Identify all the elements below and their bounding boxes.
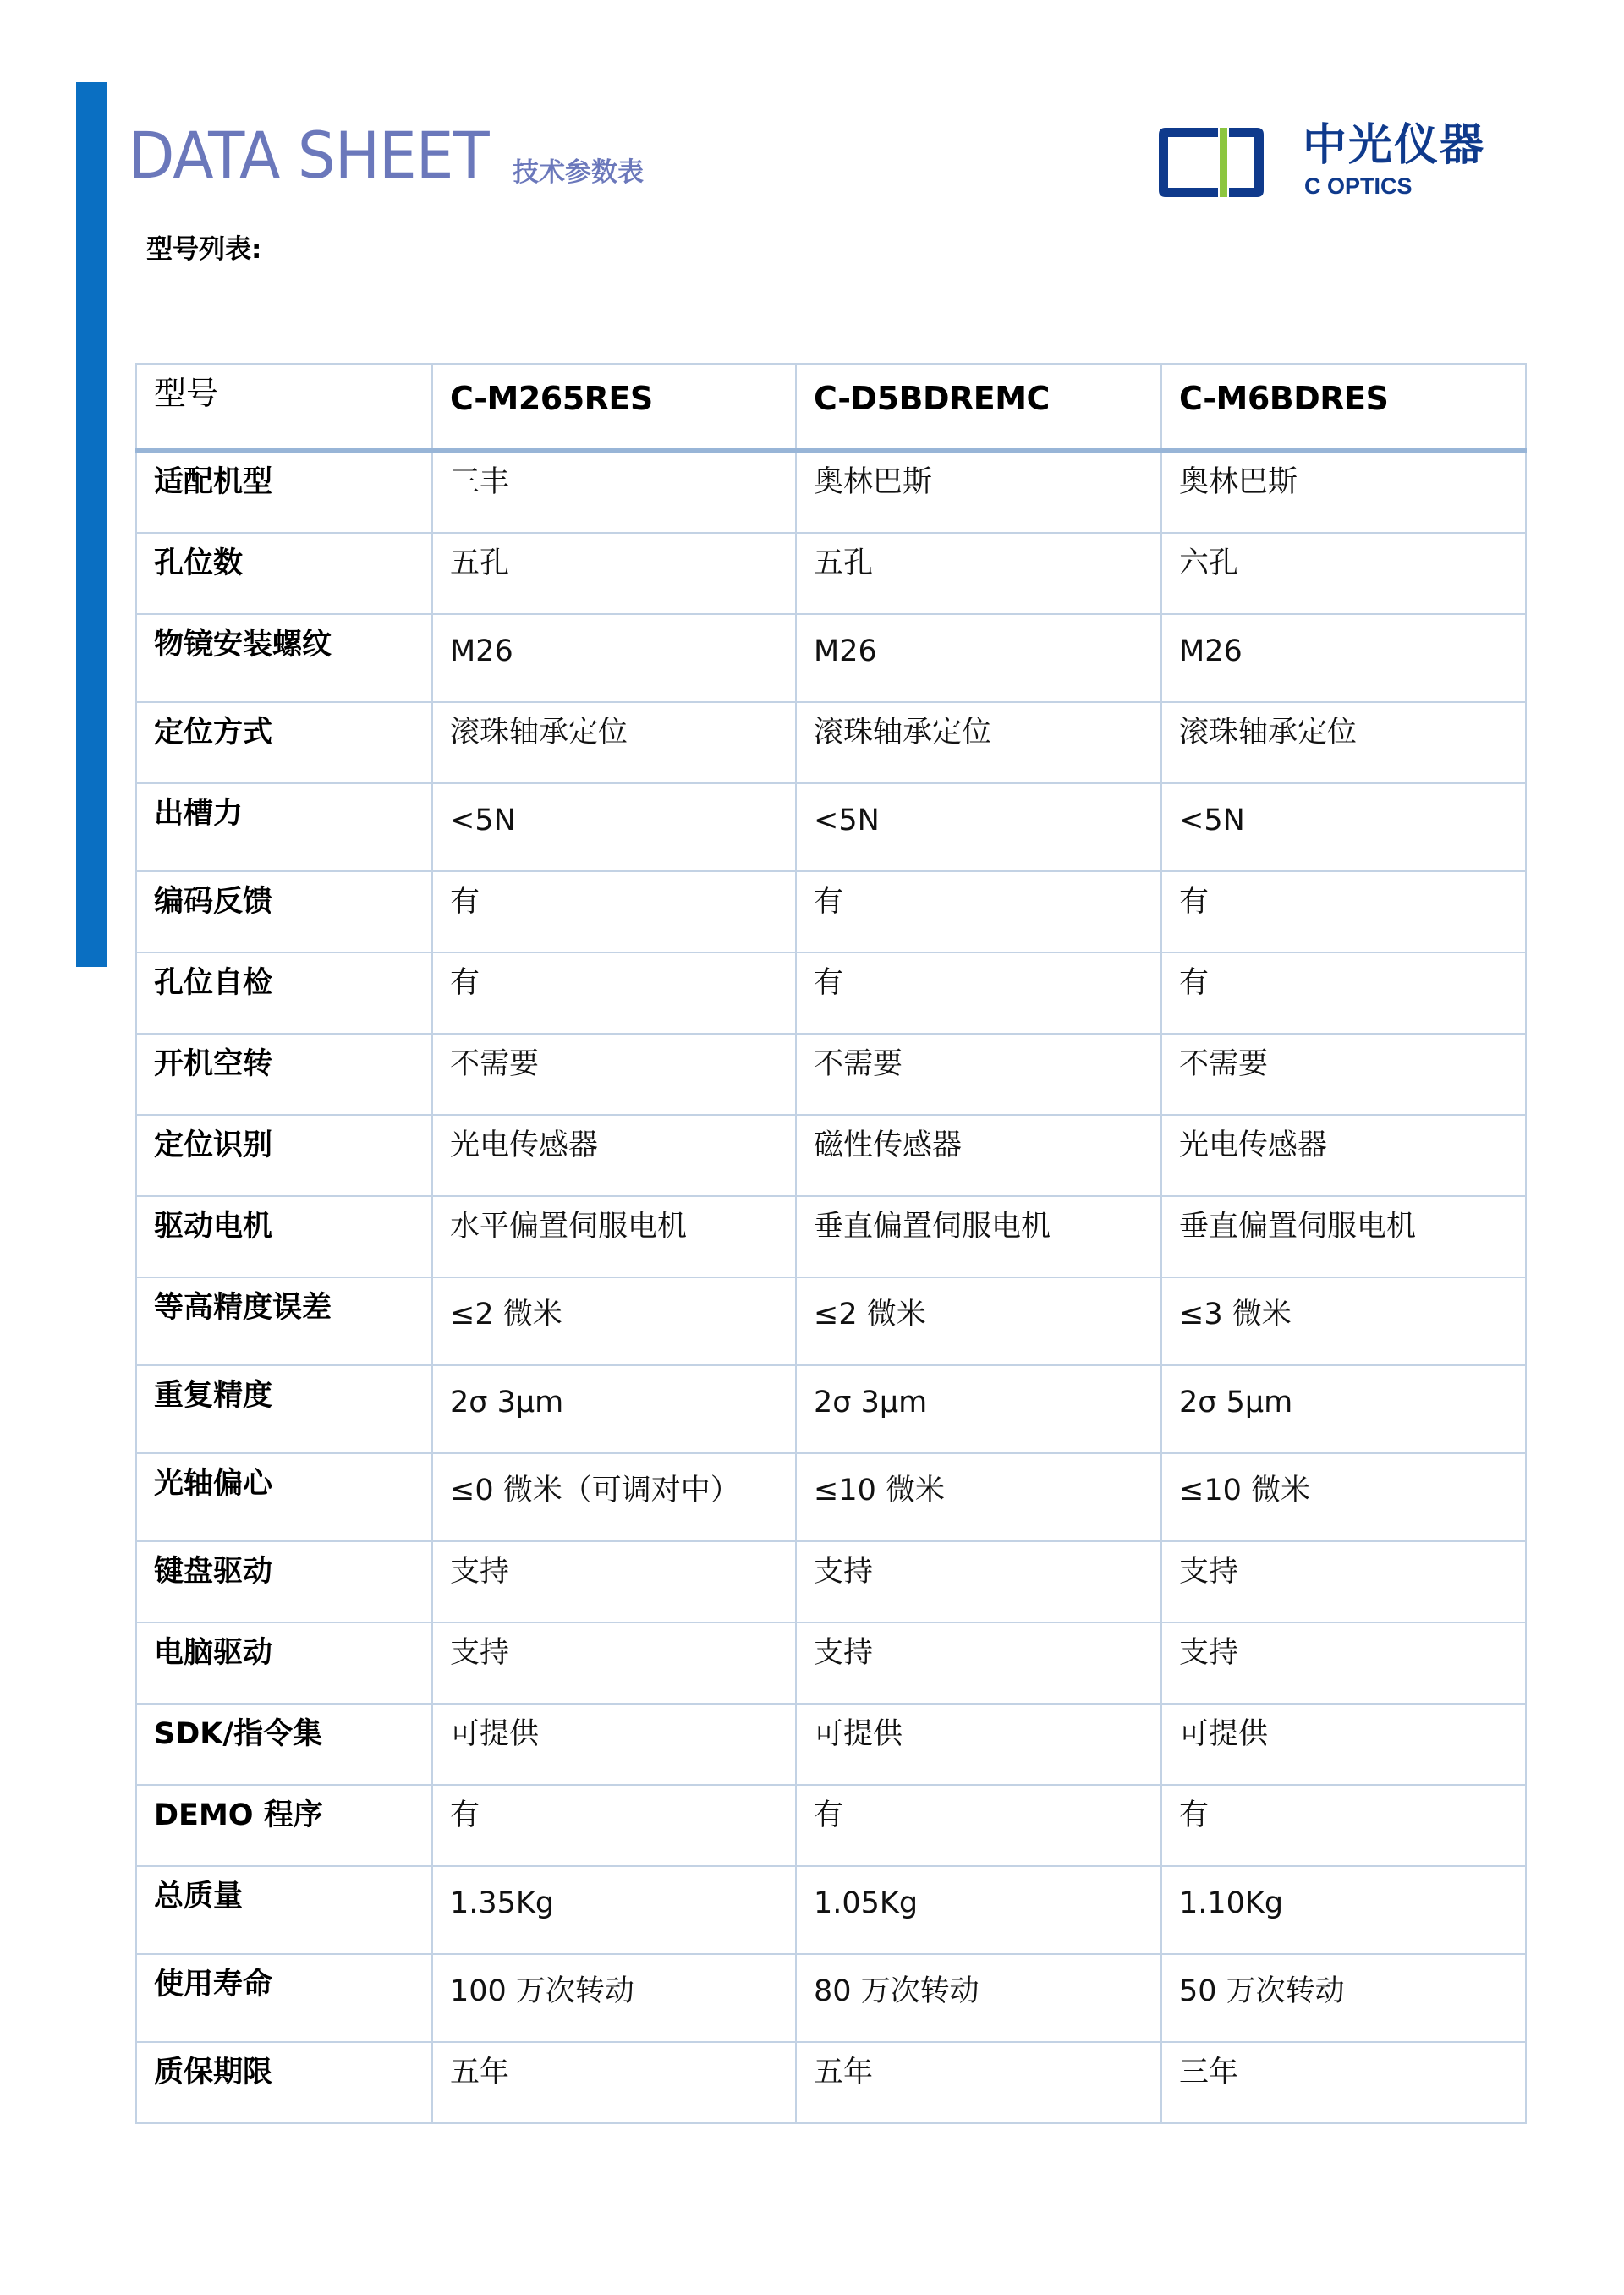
spec-value-cell: 五孔 [796, 533, 1161, 614]
spec-value-cell: 2σ 5μm [1161, 1365, 1526, 1453]
header-corner-cell: 型号 [136, 364, 432, 451]
spec-value-cell: 垂直偏置伺服电机 [1161, 1196, 1526, 1277]
table-row [136, 702, 1526, 783]
spec-value-cell: 有 [1161, 953, 1526, 1034]
row-label: 重复精度 [136, 1365, 432, 1453]
spec-value-cell: <5N [432, 783, 796, 871]
accent-side-bar [76, 82, 107, 967]
spec-value-cell: 支持 [1161, 1622, 1526, 1704]
spec-value-cell: 50 万次转动 [1161, 1954, 1526, 2042]
table-row [136, 1622, 1526, 1704]
spec-value-cell: 2σ 3μm [796, 1365, 1161, 1453]
row-label: 总质量 [136, 1866, 432, 1954]
spec-value-cell: ≤2 微米 [796, 1277, 1161, 1365]
model-spec-table [135, 363, 1527, 2124]
table-row [136, 1541, 1526, 1622]
spec-value-cell: 六孔 [1161, 533, 1526, 614]
row-label: DEMO 程序 [136, 1785, 432, 1866]
spec-value-cell: 1.10Kg [1161, 1866, 1526, 1954]
spec-value-cell: <5N [1161, 783, 1526, 871]
spec-value-cell: 垂直偏置伺服电机 [796, 1196, 1161, 1277]
model-header-1: C-M265RES [432, 364, 796, 451]
row-label: 等高精度误差 [136, 1277, 432, 1365]
spec-value-cell: 有 [1161, 871, 1526, 953]
spec-value-cell: M26 [796, 614, 1161, 702]
table-header-row [136, 364, 1526, 451]
table-row [136, 1866, 1526, 1954]
spec-value-cell: 支持 [796, 1622, 1161, 1704]
spec-value-cell: 光电传感器 [1161, 1115, 1526, 1196]
spec-value-cell: ≤0 微米（可调对中） [432, 1453, 796, 1541]
spec-value-cell: 五年 [432, 2042, 796, 2123]
row-label: 使用寿命 [136, 1954, 432, 2042]
spec-value-cell: 奥林巴斯 [1161, 451, 1526, 534]
spec-value-cell: 2σ 3μm [432, 1365, 796, 1453]
table-row [136, 1115, 1526, 1196]
spec-value-cell: 不需要 [796, 1034, 1161, 1115]
spec-value-cell: <5N [796, 783, 1161, 871]
spec-value-cell: 支持 [432, 1541, 796, 1622]
spec-value-cell: ≤10 微米 [1161, 1453, 1526, 1541]
table-row [136, 1453, 1526, 1541]
table-row [136, 1954, 1526, 2042]
spec-value-cell: 不需要 [432, 1034, 796, 1115]
spec-value-cell: 滚珠轴承定位 [432, 702, 796, 783]
row-label: SDK/指令集 [136, 1704, 432, 1785]
page-subtitle: 技术参数表 [513, 157, 644, 188]
table-row [136, 1277, 1526, 1365]
spec-value-cell: 滚珠轴承定位 [1161, 702, 1526, 783]
spec-value-cell: 三年 [1161, 2042, 1526, 2123]
row-label: 开机空转 [136, 1034, 432, 1115]
table-row [136, 533, 1526, 614]
spec-value-cell: 光电传感器 [432, 1115, 796, 1196]
table-row [136, 1034, 1526, 1115]
c-optics-logo-icon [1159, 128, 1264, 197]
row-label: 定位方式 [136, 702, 432, 783]
spec-value-cell: 80 万次转动 [796, 1954, 1161, 2042]
table-row [136, 614, 1526, 702]
spec-value-cell: 1.35Kg [432, 1866, 796, 1954]
spec-value-cell: 五年 [796, 2042, 1161, 2123]
logo-text-cn: 中光仪器 [1303, 120, 1486, 171]
spec-value-cell: 有 [1161, 1785, 1526, 1866]
spec-value-cell: 1.05Kg [796, 1866, 1161, 1954]
row-label: 光轴偏心 [136, 1453, 432, 1541]
model-header-3: C-M6BDRES [1161, 364, 1526, 451]
spec-value-cell: 滚珠轴承定位 [796, 702, 1161, 783]
spec-value-cell: ≤10 微米 [796, 1453, 1161, 1541]
company-logo [1159, 120, 1539, 199]
row-label: 质保期限 [136, 2042, 432, 2123]
table-row [136, 1704, 1526, 1785]
spec-value-cell: 有 [432, 1785, 796, 1866]
table-row [136, 1196, 1526, 1277]
row-label: 适配机型 [136, 451, 432, 534]
row-label: 定位识别 [136, 1115, 432, 1196]
table-row [136, 953, 1526, 1034]
spec-value-cell: 可提供 [796, 1704, 1161, 1785]
spec-value-cell: 三丰 [432, 451, 796, 534]
spec-value-cell: 可提供 [432, 1704, 796, 1785]
table-row [136, 1365, 1526, 1453]
row-label: 物镜安装螺纹 [136, 614, 432, 702]
spec-value-cell: ≤2 微米 [432, 1277, 796, 1365]
row-label: 驱动电机 [136, 1196, 432, 1277]
spec-value-cell: 有 [432, 953, 796, 1034]
logo-text-en: C OPTICS [1304, 173, 1413, 199]
table-row [136, 871, 1526, 953]
row-label: 键盘驱动 [136, 1541, 432, 1622]
spec-value-cell: 不需要 [1161, 1034, 1526, 1115]
row-label: 孔位数 [136, 533, 432, 614]
model-header-2: C-D5BDREMC [796, 364, 1161, 451]
spec-value-cell: 支持 [796, 1541, 1161, 1622]
spec-value-cell: 奥林巴斯 [796, 451, 1161, 534]
row-label: 出槽力 [136, 783, 432, 871]
table-row [136, 451, 1526, 534]
spec-value-cell: ≤3 微米 [1161, 1277, 1526, 1365]
page-title: DATA SHEET [129, 118, 489, 193]
row-label: 孔位自检 [136, 953, 432, 1034]
spec-value-cell: 有 [432, 871, 796, 953]
spec-value-cell: 有 [796, 1785, 1161, 1866]
spec-value-cell: M26 [432, 614, 796, 702]
table-row [136, 2042, 1526, 2123]
spec-value-cell: 水平偏置伺服电机 [432, 1196, 796, 1277]
spec-value-cell: 100 万次转动 [432, 1954, 796, 2042]
spec-value-cell: 五孔 [432, 533, 796, 614]
spec-value-cell: 可提供 [1161, 1704, 1526, 1785]
spec-value-cell: 支持 [432, 1622, 796, 1704]
row-label: 电脑驱动 [136, 1622, 432, 1704]
spec-value-cell: 磁性传感器 [796, 1115, 1161, 1196]
table-row [136, 1785, 1526, 1866]
table-row [136, 783, 1526, 871]
section-heading: 型号列表: [146, 234, 262, 265]
spec-value-cell: M26 [1161, 614, 1526, 702]
spec-value-cell: 支持 [1161, 1541, 1526, 1622]
spec-value-cell: 有 [796, 953, 1161, 1034]
row-label: 编码反馈 [136, 871, 432, 953]
spec-value-cell: 有 [796, 871, 1161, 953]
